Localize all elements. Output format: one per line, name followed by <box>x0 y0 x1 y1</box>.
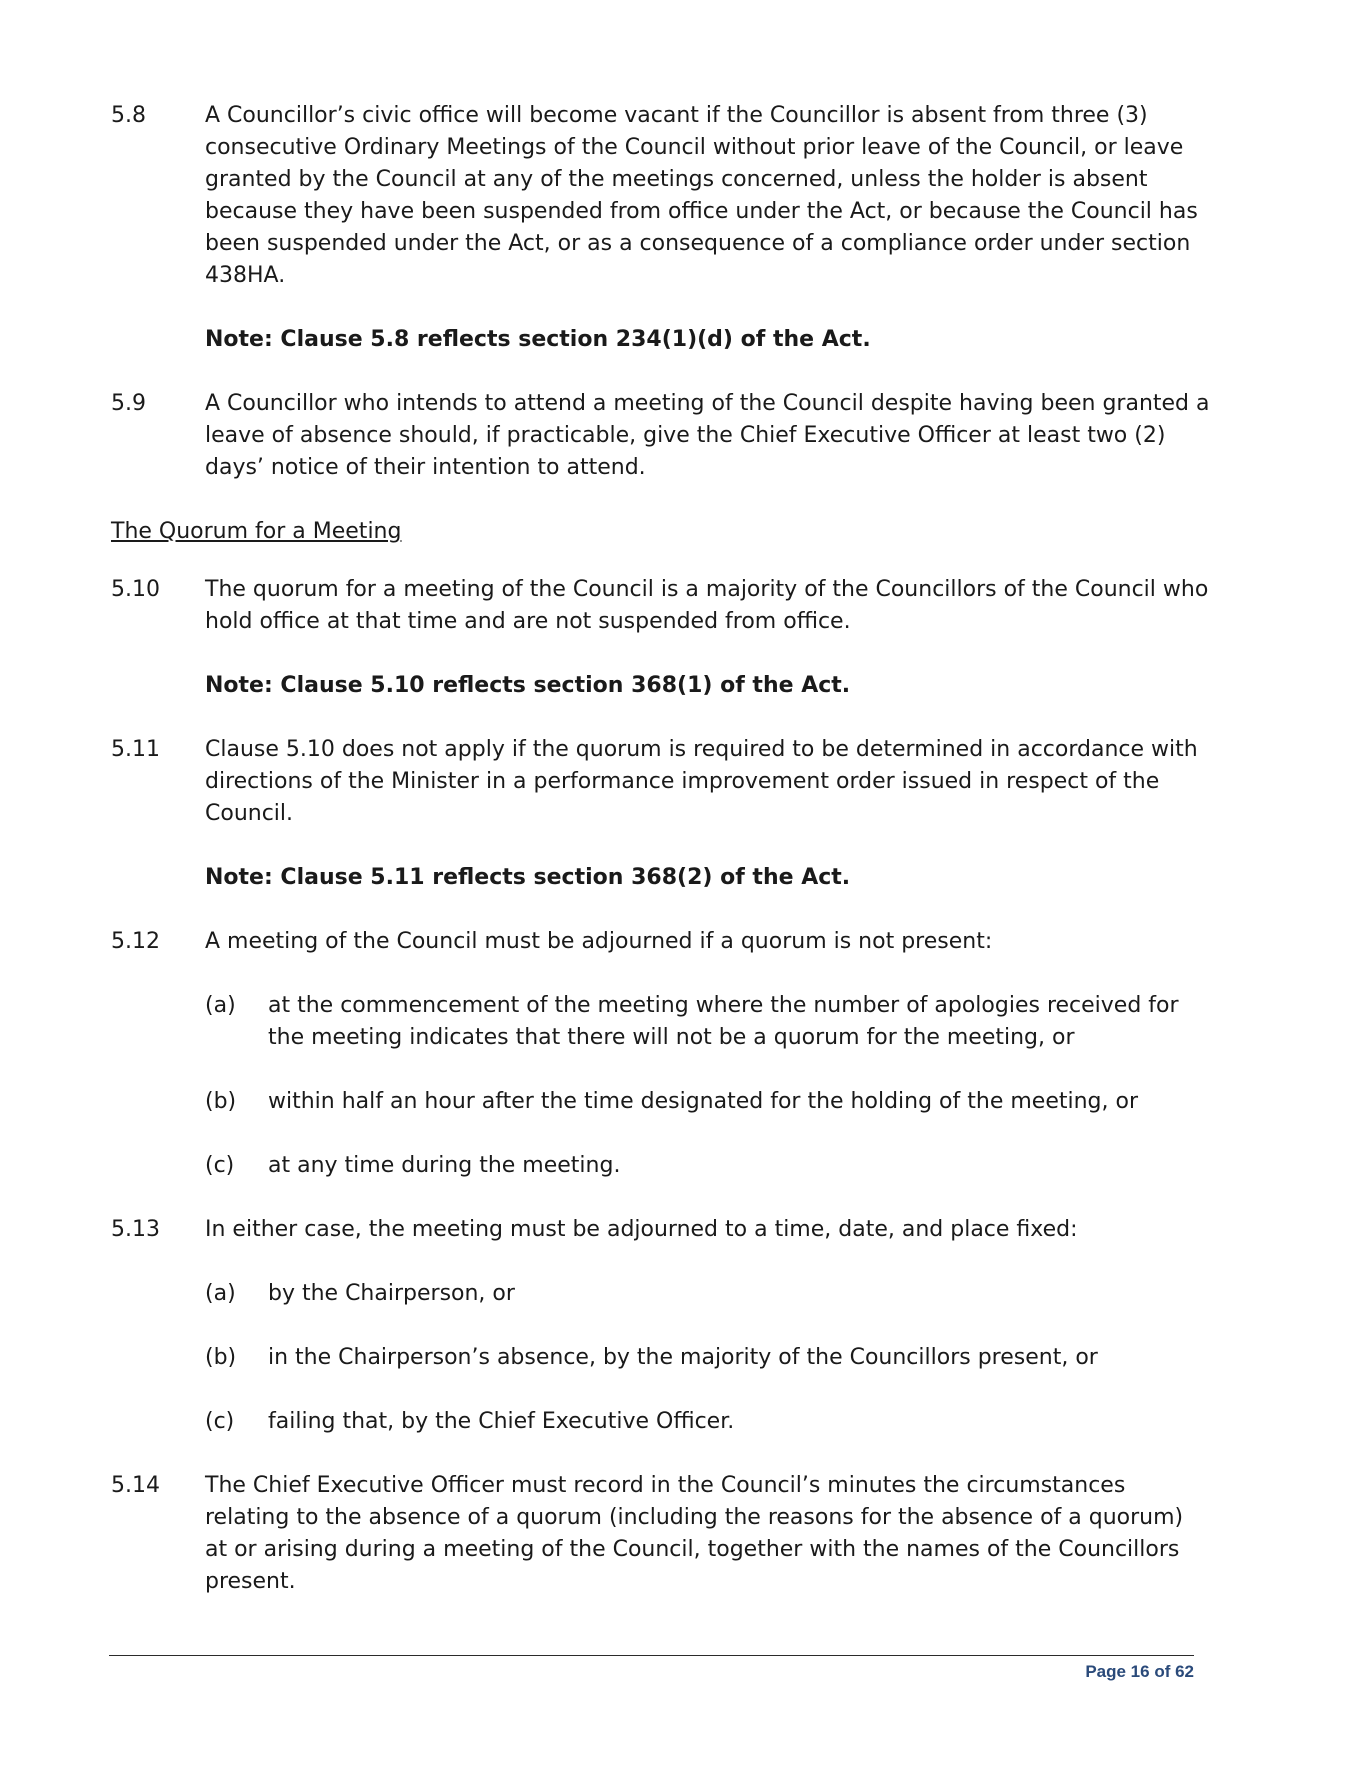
sub-item <box>205 990 1211 1054</box>
clause-5-14 <box>111 1470 1211 1598</box>
clause-text: Clause 5.10 does not apply if the quorum is required to be determined in accordance with directions of the Minister in a performance improvement order issued in respect of the Council. <box>205 737 1198 826</box>
clause-note: Note: Clause 5.11 reflects section 368(2) of the Act. <box>205 865 851 890</box>
sub-item-text: failing that, by the Chief Executive Officer. <box>268 1409 735 1434</box>
clause-text: The Chief Executive Officer must record in the Council’s minutes the circumstances relating to the absence of a quorum (including the reasons for the absence of a quorum) at or arising during a meeting of the Council, together with the names of the Councillors present. <box>205 1473 1184 1594</box>
clause-number: 5.8 <box>111 103 146 128</box>
sub-item-label: (a) <box>205 1281 236 1306</box>
clause-text: A Councillor who intends to attend a meeting of the Council despite having been granted a leave of absence should, if practicable, give the Chief Executive Officer at least two (2) days’ notice of their intention to attend. <box>205 391 1210 480</box>
clause-text: A meeting of the Council must be adjourned if a quorum is not present: <box>205 929 993 954</box>
sub-item <box>205 1342 1211 1374</box>
section-heading: The Quorum for a Meeting <box>111 519 402 544</box>
clause-note: Note: Clause 5.10 reflects section 368(1) of the Act. <box>205 673 851 698</box>
clause-number: 5.9 <box>111 391 146 416</box>
sub-item-text: at any time during the meeting. <box>268 1153 621 1178</box>
clause-text: In either case, the meeting must be adjourned to a time, date, and place fixed: <box>205 1217 1078 1242</box>
clause-5-11 <box>111 734 1211 830</box>
clause-number: 5.13 <box>111 1217 160 1242</box>
clause-5-12 <box>111 926 1211 958</box>
clause-number: 5.10 <box>111 577 160 602</box>
page-number: Page 16 of 62 <box>1085 1662 1194 1681</box>
sub-item <box>205 1406 1211 1438</box>
sub-item-label: (c) <box>205 1409 235 1434</box>
sub-item-text: by the Chairperson, or <box>268 1281 515 1306</box>
sub-item <box>205 1150 1211 1182</box>
clause-5-8 <box>111 100 1211 292</box>
clause-number: 5.12 <box>111 929 160 954</box>
clause-text: A Councillor’s civic office will become vacant if the Councillor is absent from three (3) consecutive Ordinary Meetings of the Council without prior leave of the Council, or leave granted by the Council at any of the meetings concerned, unless the holder is absent because they have been suspended from office under the Act, or because the Council has been suspended under the Act, or as a consequence of a compliance order under section 438HA. <box>205 103 1198 288</box>
clause-note: Note: Clause 5.8 reflects section 234(1)(d) of the Act. <box>205 327 871 352</box>
sub-item-label: (c) <box>205 1153 235 1178</box>
sub-item <box>205 1278 1211 1310</box>
clause-5-9 <box>111 388 1211 484</box>
clause-5-13 <box>111 1214 1211 1246</box>
document-body <box>111 100 1211 1630</box>
sub-item-label: (a) <box>205 993 236 1018</box>
sub-item <box>205 1086 1211 1118</box>
sub-item-text: within half an hour after the time designated for the holding of the meeting, or <box>268 1089 1138 1114</box>
clause-5-10 <box>111 574 1211 638</box>
sub-item-label: (b) <box>205 1089 237 1114</box>
sub-item-text: in the Chairperson’s absence, by the majority of the Councillors present, or <box>268 1345 1098 1370</box>
clause-text: The quorum for a meeting of the Council is a majority of the Councillors of the Council who hold office at that time and are not suspended from office. <box>205 577 1209 634</box>
clause-number: 5.14 <box>111 1473 160 1498</box>
clause-number: 5.11 <box>111 737 160 762</box>
sub-item-label: (b) <box>205 1345 237 1370</box>
sub-item-text: at the commencement of the meeting where the number of apologies received for the meeting indicates that there will not be a quorum for the meeting, or <box>268 993 1179 1050</box>
footer-divider <box>109 1655 1194 1656</box>
